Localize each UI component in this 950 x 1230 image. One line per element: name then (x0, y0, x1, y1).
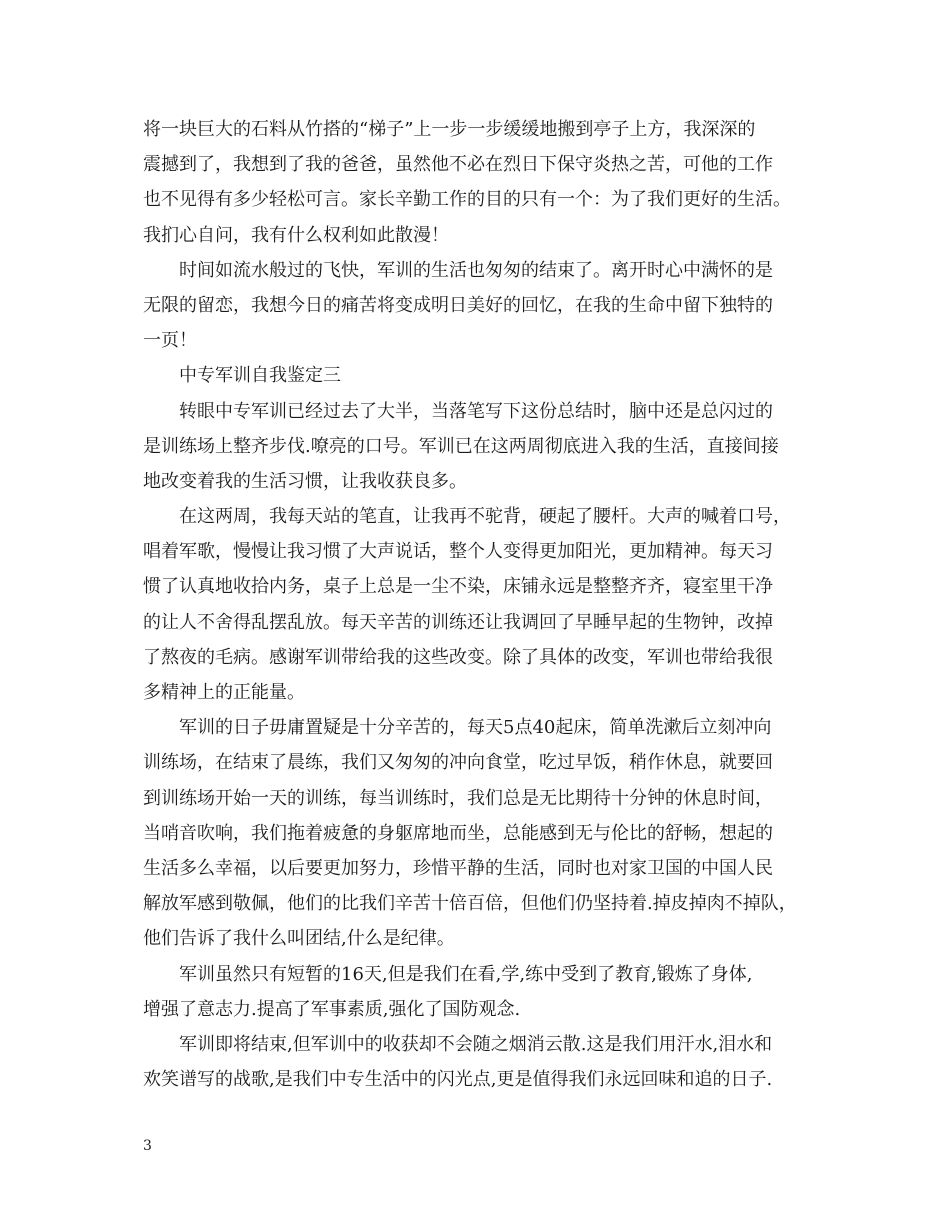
document-body (143, 112, 823, 1097)
text-line: 解放军感到敬佩，他们的比我们辛苦十倍百倍，但他们仍坚持着.掉皮掉肉不掉队， (143, 893, 797, 915)
text-line: 是训练场上整齐步伐.嘹亮的口号。军训已在这两周彻底进入我的生活，直接间接 (143, 435, 779, 457)
text-line: 他们告诉了我什么叫团结,什么是纪律。 (143, 928, 455, 950)
text-line: 欢笑谱写的战歌,是我们中专生活中的闪光点,更是值得我们永远回味和追的日子. (143, 1069, 773, 1091)
text-line: 惯了认真地收拾内务，桌子上总是一尘不染，床铺永远是整整齐齐，寝室里干净 (143, 576, 773, 598)
text-line: 训练场，在结束了晨练，我们又匆匆的冲向食堂，吃过早饭，稍作休息，就要回 (143, 752, 773, 774)
page-number: 3 (143, 1138, 152, 1154)
text-line: 将一块巨大的石料从竹搭的“梯子”上一步一步缓缓地搬到亭子上方，我深深的 (143, 119, 756, 140)
text-line: 到训练场开始一天的训练，每当训练时，我们总是无比期待十分钟的休息时间， (143, 787, 773, 809)
paragraph-first-line: 军训的日子毋庸置疑是十分辛苦的，每天5点40起床，简单洗漱后立刻冲向 (179, 717, 772, 739)
text-line: 了熬夜的毛病。感谢军训带给我的这些改变。除了具体的改变，军训也带给我很 (143, 646, 773, 668)
paragraph-first-line: 军训即将结束,但军训中的收获却不会随之烟消云散.这是我们用汗水,泪水和 (179, 1033, 773, 1055)
text-line: 地改变着我的生活习惯，让我收获良多。 (143, 470, 467, 492)
text-line: 当哨音吹响，我们拖着疲惫的身躯席地而坐，总能感到无与伦比的舒畅，想起的 (143, 822, 773, 844)
paragraph-first-line: 在这两周，我每天站的笔直，让我再不驼背，硬起了腰杆。大声的喊着口号， (179, 506, 791, 528)
text-line: 多精神上的正能量。 (143, 682, 305, 703)
section-heading: 中专军训自我鉴定三 (179, 365, 341, 387)
text-line: 也不见得有多少轻松可言。家长辛勤工作的目的只有一个：为了我们更好的生活。 (143, 189, 791, 211)
paragraph-first-line: 时间如流水般过的飞快，军训的生活也匆匆的结束了。离开时心中满怀的是 (179, 259, 773, 281)
text-line: 增强了意志力.提高了军事素质,强化了国防观念. (143, 998, 521, 1020)
text-line: 无限的留恋，我想今日的痛苦将变成明日美好的回忆，在我的生命中留下独特的 (143, 294, 773, 316)
text-line: 生活多么幸福，以后要更加努力，珍惜平静的生活，同时也对家卫国的中国人民 (143, 857, 773, 879)
text-line: 一页！ (143, 330, 197, 352)
text-line: 唱着军歌，慢慢让我习惯了大声说话，整个人变得更加阳光，更加精神。每天习 (143, 541, 773, 563)
paragraph-first-line: 转眼中专军训已经过去了大半，当落笔写下这份总结时，脑中还是总闪过的 (179, 400, 773, 422)
paragraph-first-line: 军训虽然只有短暂的16天,但是我们在看,学,练中受到了教育,锻炼了身体, (179, 963, 753, 985)
text-line: 的让人不舍得乱摆乱放。每天辛苦的训练还让我调回了早睡早起的生物钟，改掉 (143, 611, 773, 633)
text-line: 震撼到了，我想到了我的爸爸，虽然他不必在烈日下保守炎热之苦，可他的工作 (143, 154, 773, 176)
text-line: 我扪心自问，我有什么权利如此散漫！ (143, 224, 449, 246)
